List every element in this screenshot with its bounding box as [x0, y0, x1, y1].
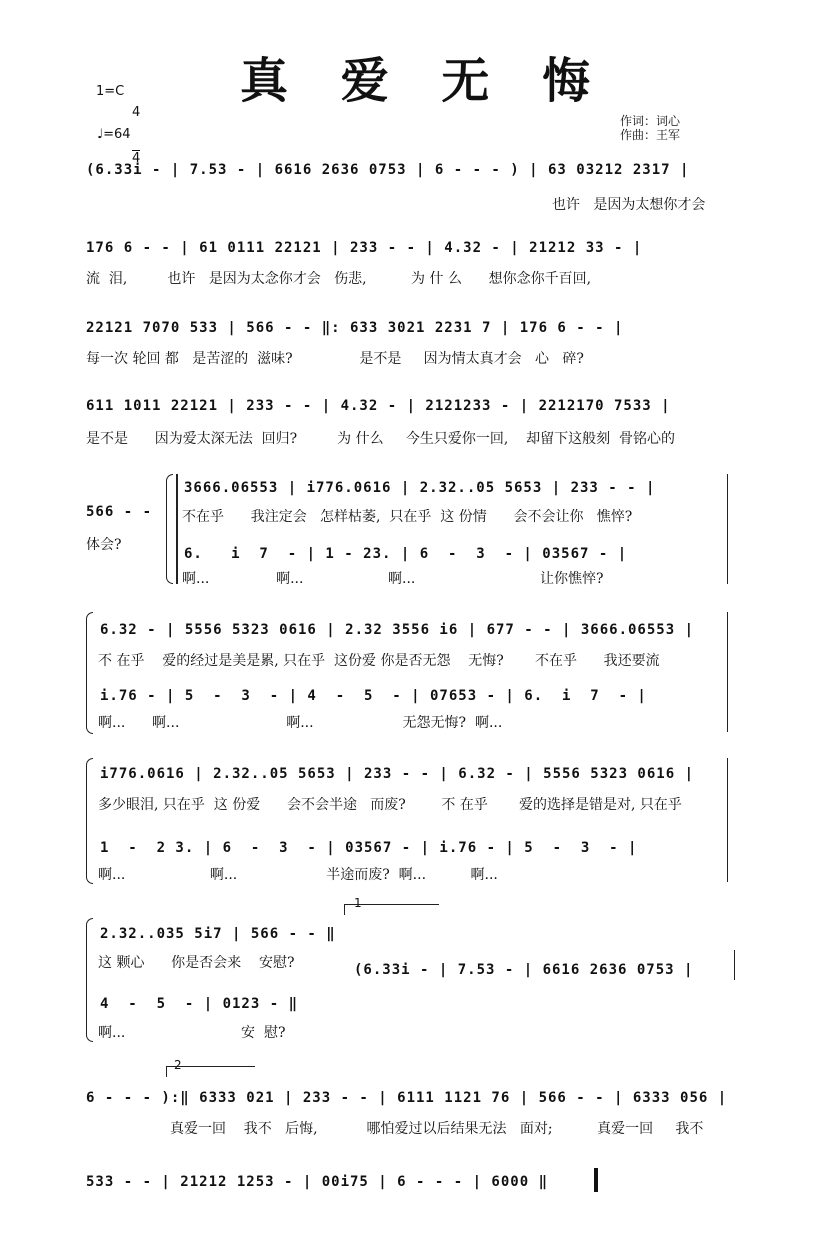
notation-row-5b: 6. i 7 - | 1 - 23. | 6 - 3 - | 03567 - |	[184, 546, 628, 562]
notation-row-1: (6.33i - | 7.53 - | 6616 2636 0753 | 6 - - - ) | 63 03212 2317 |	[86, 162, 690, 178]
lyrics-row-6b: 啊... 啊... 啊... 无怨无悔? 啊...	[98, 715, 503, 731]
key-signature: 1=C	[96, 84, 125, 99]
time-bottom: 4	[132, 151, 141, 166]
second-ending-number: 2	[174, 1058, 182, 1072]
lyrics-row-7: 多少眼泪, 只在乎 这 份爱 会不会半途 而废? 不 在乎 爱的选择是错是对, 只在乎	[98, 797, 682, 813]
voice-brace	[86, 612, 93, 734]
notation-row-5: 3666.06553 | i776.0616 | 2.32..05 5653 | 233 - - |	[184, 480, 656, 496]
notation-row-10: 533 - - | 21212 1253 - | 00i75 | 6 - - - | 6000 ‖	[86, 1174, 549, 1190]
lyrics-row-2: 流 泪, 也许 是因为太念你才会 伤悲, 为 什 么 想你念你千百回,	[86, 271, 592, 287]
voice-brace	[86, 758, 93, 884]
notation-row-8b: 4 - 5 - | 0123 - ‖	[100, 996, 299, 1012]
song-title: 真 爱 无 悔	[240, 53, 609, 109]
notation-row-9: 6 - - - ):‖ 6333 021 | 233 - - | 6111 1121 76 | 566 - - | 6333 056 |	[86, 1090, 728, 1106]
lyrics-row-3: 每一次 轮回 都 是苦涩的 滋味? 是不是 因为情太真才会 心 碎?	[86, 351, 584, 367]
lyrics-row-5: 不在乎 我注定会 怎样枯萎, 只在乎 这 份情 会不会让你 憔悴?	[182, 509, 633, 525]
voice-brace	[86, 918, 93, 1042]
notation-row-6: 6.32 - | 5556 5323 0616 | 2.32 3556 i6 | 677 - - | 3666.06553 |	[100, 622, 695, 638]
notation-row-7b: 1 - 2 3. | 6 - 3 - | 03567 - | i.76 - | 5 - 3 - |	[100, 840, 638, 856]
time-top: 4	[132, 105, 141, 120]
lyrics-row-7b: 啊... 啊... 半途而废? 啊... 啊...	[98, 867, 498, 883]
first-ending-number: 1	[354, 896, 362, 910]
lyrics-row-5b: 啊... 啊... 啊... 让你憔悴?	[182, 571, 604, 587]
notation-row-4: 611 1011 22121 | 233 - - | 4.32 - | 2121233 - | 2212170 7533 |	[86, 398, 671, 414]
lyrics-row-6: 不 在乎 爱的经过是美是累, 只在乎 这份爱 你是否无怨 无悔? 不在乎 我还要流	[98, 653, 660, 669]
voice-brace	[166, 474, 173, 584]
lyrics-row-4: 是不是 因为爱太深无法 回归? 为 什么 今生只爱你一回, 却留下这般刻 骨铭心的	[86, 431, 676, 447]
notation-row-8c: (6.33i - | 7.53 - | 6616 2636 0753 |	[354, 962, 694, 978]
notation-row-8: 2.32..035 5i7 | 566 - - ‖	[100, 926, 336, 942]
lyrics-row-9: 真爱一回 我不 后悔, 哪怕爱过以后结果无法 面对; 真爱一回 我不	[170, 1121, 704, 1137]
lyrics-intro-end: 体会?	[86, 537, 122, 553]
lyrics-row-8b: 啊... 安 慰?	[98, 1025, 286, 1041]
lyricist: 作词：词心	[620, 114, 681, 128]
notation-row-6b: i.76 - | 5 - 3 - | 4 - 5 - | 07653 - | 6. i 7 - |	[100, 688, 647, 704]
notation-row-3: 22121 7070 533 | 566 - - ‖: 633 3021 2231 7 | 176 6 - - |	[86, 320, 624, 336]
notation-intro-end: 566 - -	[86, 504, 153, 520]
notation-row-2: 176 6 - - | 61 0111 22121 | 233 - - | 4.32 - | 21212 33 - |	[86, 240, 643, 256]
tempo-marking: ♩=64	[97, 127, 131, 142]
notation-row-7: i776.0616 | 2.32..05 5653 | 233 - - | 6.32 - | 5556 5323 0616 |	[100, 766, 695, 782]
composer: 作曲：王军	[620, 128, 681, 142]
lyrics-row-1: 也许 是因为太想你才会	[552, 197, 706, 213]
lyrics-row-8: 这 颗心 你是否会来 安慰?	[98, 955, 295, 971]
final-barline	[594, 1168, 598, 1192]
